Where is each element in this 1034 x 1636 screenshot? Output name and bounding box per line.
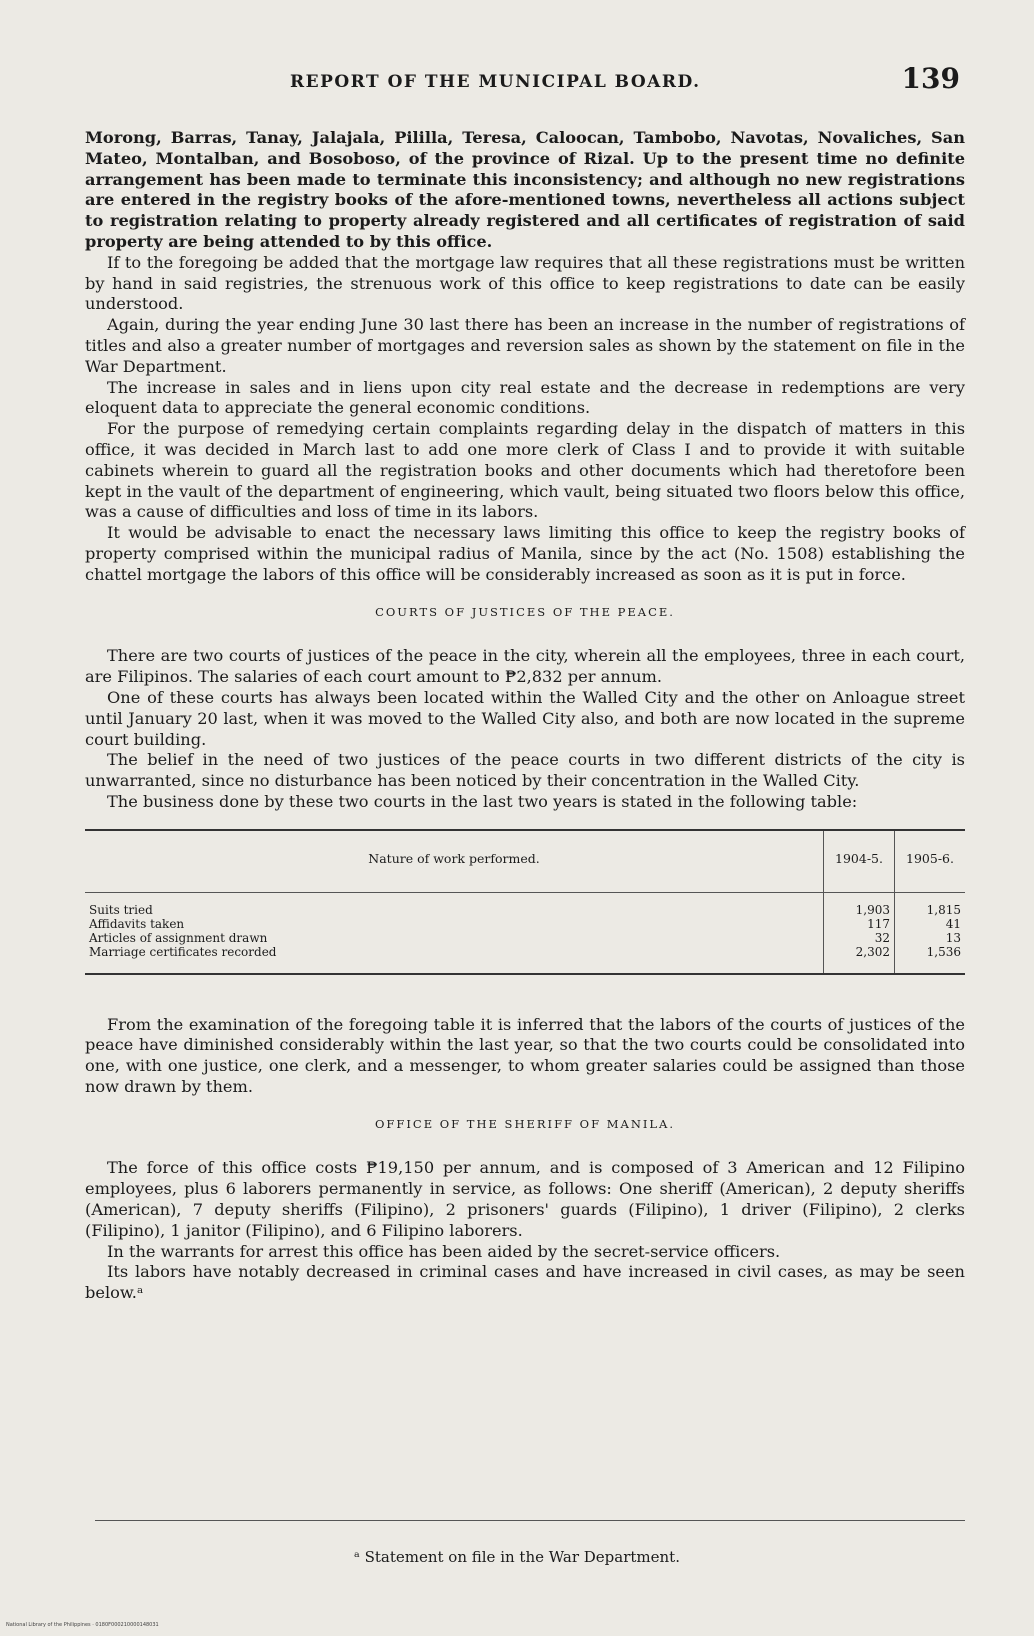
table-header-row bbox=[85, 830, 965, 892]
paragraph: One of these courts has always been located within the Walled City and the other on Anloague street until January 20 last, when it was moved to the Walled City also, and both are now located in the supreme court building. bbox=[85, 687, 965, 749]
header-year-1: 1904-5. bbox=[824, 830, 895, 892]
section-heading-sheriff: OFFICE OF THE SHERIFF OF MANILA. bbox=[374, 1116, 676, 1131]
row-label: Marriage certificates recorded bbox=[89, 944, 277, 959]
paragraph: The belief in the need of two justices of the peace courts in two different districts of the city is unwarranted, since no disturbance has been noticed by their concentration in the Walled City. bbox=[85, 750, 965, 791]
paragraph: The force of this office costs ₱19,150 per annum, and is composed of 3 American and 12 Filipino employees, plus 6 laborers permanently in service, as follows: One sheriff (American), 2 deputy sheriffs (American), 7 deputy sheriffs (Filipino), 2 prisoners' guards (Filipino), 1 driver (Filipino), 2 clerks (Filipino), 1 janitor (Filipino), and 6 Filipino laborers. bbox=[85, 1158, 965, 1240]
paragraph: Again, during the year ending June 30 last there has been an increase in the number of registrations of titles and also a greater number of mortgages and reversion sales as shown by the statement on file in the War Department. bbox=[85, 315, 965, 376]
paragraph: If to the foregoing be added that the mortgage law requires that all these registrations must be written by hand in said registries, the strenuous work of this office to keep registrations to date can be easily understood. bbox=[85, 252, 965, 314]
paragraph: The increase in sales and in liens upon city real estate and the decrease in redemptions are very eloquent data to appreciate the general economic conditions. bbox=[85, 377, 965, 418]
row-value-1904: 2,302 bbox=[824, 945, 895, 959]
page-header bbox=[80, 62, 960, 102]
work-table bbox=[85, 829, 965, 975]
paragraph: From the examination of the foregoing table it is inferred that the labors of the courts of justices of the peace have diminished considerably within the last year, so that the two courts could be consolidated into one, with one justice, one clerk, and a messenger, to whom greater salaries could be assigned than those now drawn by them. bbox=[85, 1014, 965, 1096]
paragraph: In the warrants for arrest this office has been aided by the secret-service officers. bbox=[107, 1241, 781, 1261]
paragraph: It would be advisable to enact the necessary laws limiting this office to keep the registry books of property comprised within the municipal radius of Manila, since by the act (No. 1508) establishing the chattel mortgage the labors of this office will be considerably increased as soon as it is put in force. bbox=[85, 523, 965, 584]
header-nature: Nature of work performed. bbox=[85, 830, 824, 892]
row-value-1905: 1,536 bbox=[895, 945, 966, 959]
row-label: Articles of assignment drawn bbox=[89, 930, 268, 945]
row-label: Suits tried bbox=[89, 902, 153, 917]
work-table-wrapper bbox=[85, 829, 965, 975]
row-value-1904: 1,903 bbox=[824, 903, 895, 917]
paragraph: The business done by these two courts in the last two years is stated in the following table: bbox=[107, 791, 858, 811]
table-row bbox=[85, 917, 965, 931]
page-body bbox=[85, 128, 965, 1304]
paragraph: For the purpose of remedying certain complaints regarding delay in the dispatch of matters in this office, it was decided in March last to add one more clerk of Class I and to provide it with suitable cabinets wherein to guard all the registration books and other documents which had theretofore been kept in the vault of the department of engineering, which vault, being situated two floors below this office, was a cause of difficulties and loss of time in its labors. bbox=[85, 419, 965, 522]
page-number: 139 bbox=[901, 62, 960, 95]
header-year-2: 1905-6. bbox=[895, 830, 966, 892]
paragraph: There are two courts of justices of the peace in the city, wherein all the employees, three in each court, are Filipinos. The salaries of each court amount to ₱2,832 per annum. bbox=[85, 646, 965, 687]
paragraph: Morong, Barras, Tanay, Jalajala, Pililla, Teresa, Caloocan, Tambobo, Navotas, Novaliches, San Mateo, Montalban, and Bosoboso, of the province of Rizal. Up to the present time no definite arrangement has been made to terminate this inconsistency; and although no new registrations are entered in the registry books of the afore-mentioned towns, nevertheless all actions subject to registration relating to property already registered and all certificates of registration of said property are being attended to by this office. bbox=[85, 128, 965, 251]
row-value-1905: 41 bbox=[895, 917, 966, 931]
scan-margin-note: National Library of the Philippines · 0180F000210000148031 bbox=[6, 1622, 159, 1628]
row-value-1905: 1,815 bbox=[895, 903, 966, 917]
section-heading-courts: COURTS OF JUSTICES OF THE PEACE. bbox=[375, 604, 675, 619]
table-row bbox=[85, 903, 965, 917]
row-label: Affidavits taken bbox=[89, 916, 185, 931]
footnote-divider bbox=[95, 1520, 965, 1521]
row-value-1904: 117 bbox=[824, 917, 895, 931]
footnote: ᵃ Statement on file in the War Department. bbox=[354, 1548, 680, 1566]
row-value-1905: 13 bbox=[895, 931, 966, 945]
table-row bbox=[85, 931, 965, 945]
table-row bbox=[85, 945, 965, 959]
running-title: REPORT OF THE MUNICIPAL BOARD. bbox=[290, 72, 701, 92]
paragraph: Its labors have notably decreased in criminal cases and have increased in civil cases, as may be seen below.ᵃ bbox=[85, 1262, 965, 1303]
row-value-1904: 32 bbox=[824, 931, 895, 945]
